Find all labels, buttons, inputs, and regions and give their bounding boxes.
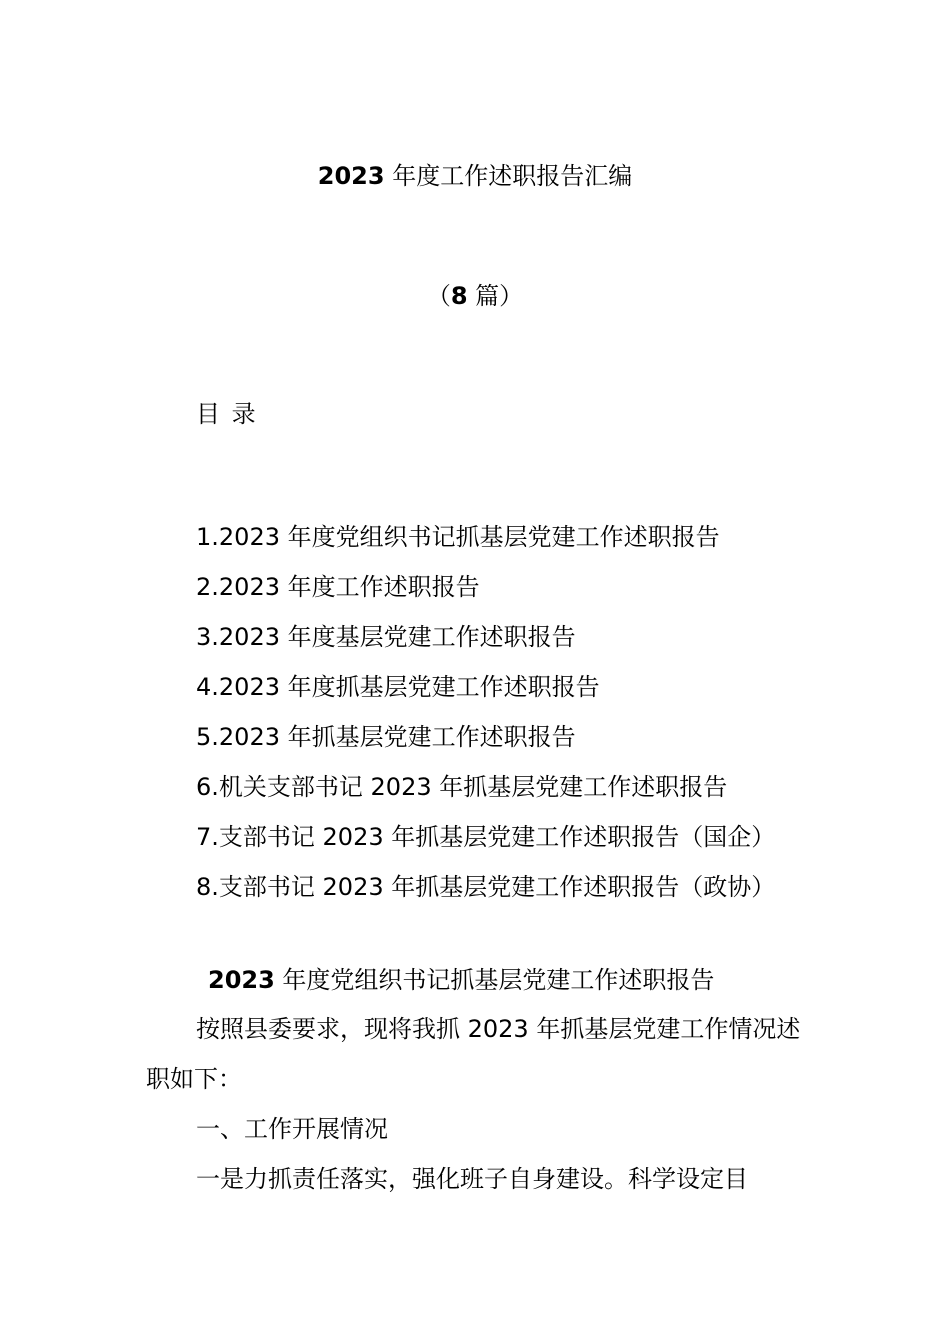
toc-heading: 目 录 — [196, 400, 258, 428]
subtitle-open-paren: （ — [426, 282, 451, 310]
toc-item-7: 7.支部书记 2023 年抓基层党建工作述职报告（国企） — [196, 823, 776, 851]
toc-item-6: 6.机关支部书记 2023 年抓基层党建工作述职报告 — [196, 773, 728, 801]
toc-item-5: 5.2023 年抓基层党建工作述职报告 — [196, 723, 576, 751]
toc-item-4: 4.2023 年度抓基层党建工作述职报告 — [196, 673, 600, 701]
body-paragraph-1: 按照县委要求，现将我抓 2023 年抓基层党建工作情况述职如下： — [146, 1015, 801, 1093]
document-subtitle — [0, 278, 950, 314]
body-paragraph-3: 一是力抓责任落实，强化班子自身建设。科学设定目 — [196, 1165, 748, 1193]
section-title — [208, 962, 714, 998]
subtitle-count: 8 — [450, 282, 468, 310]
body-paragraph-2: 一、工作开展情况 — [196, 1115, 388, 1143]
title-text: 年度工作述职报告汇编 — [384, 162, 633, 190]
table-of-contents — [196, 512, 775, 912]
title-year: 2023 — [317, 162, 385, 190]
toc-item-2: 2.2023 年度工作述职报告 — [196, 573, 480, 601]
document-title — [0, 158, 950, 194]
toc-item-1: 1.2023 年度党组织书记抓基层党建工作述职报告 — [196, 523, 720, 551]
section-title-year: 2023 — [208, 966, 275, 994]
section-title-text: 年度党组织书记抓基层党建工作述职报告 — [274, 966, 715, 994]
toc-item-3: 3.2023 年度基层党建工作述职报告 — [196, 623, 576, 651]
subtitle-text: 篇） — [467, 282, 524, 310]
toc-item-8: 8.支部书记 2023 年抓基层党建工作述职报告（政协） — [196, 873, 776, 901]
